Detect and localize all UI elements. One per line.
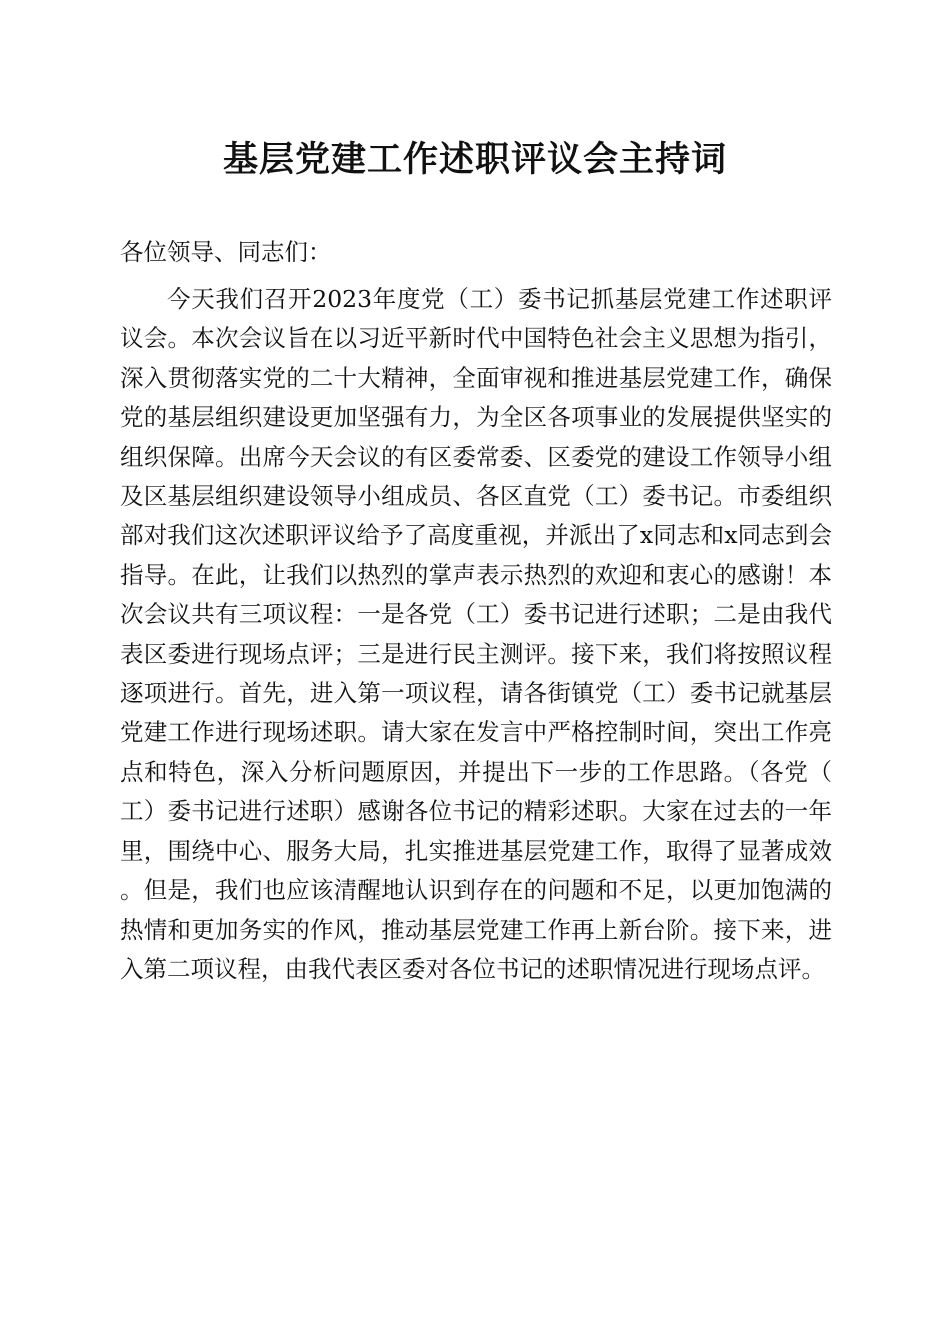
document-title: 基层党建工作述职评议会主持词 — [222, 139, 727, 180]
body-paragraph: 今天我们召开2023年度党（工）委书记抓基层党建工作述职评议会。本次会议旨在以习近平新时代中国特色社会主义思想为指引，深入贯彻落实党的二十大精神，全面审视和推进基层党建工作，确保党的基层组织建设更加坚强有力，为全区各项事业的发展提供坚实的组织保障。出席今天会议的有区委常委、区委党的建设工作领导小组及区基层组织建设领导小组成员、各区直党（工）委书记。市委组织部对我们这次述职评议给予了高度重视，并派出了x同志和x同志到会指导。在此，让我们以热烈的掌声表示热烈的欢迎和衷心的感谢！本次会议共有三项议程：一是各党（工）委书记进行述职；二是由我代表区委进行现场点评；三是进行民主测评。接下来，我们将按照议程逐项进行。首先，进入第一项议程，请各街镇党（工）委书记就基层党建工作进行现场述职。请大家在发言中严格控制时间，突出工作亮点和特色，深入分析问题原因，并提出下一步的工作思路。（各党（工）委书记进行述职）感谢各位书记的精彩述职。大家在过去的一年里，围绕中心、服务大局，扎实推进基层党建工作，取得了显著成效。但是，我们也应该清醒地认识到存在的问题和不足，以更加饱满的热情和更加务实的作风，推动基层党建工作再上新台阶。接下来，进入第二项议程，由我代表区委对各位书记的述职情况进行现场点评。 — [120, 285, 832, 983]
salutation: 各位领导、同志们： — [120, 238, 332, 266]
